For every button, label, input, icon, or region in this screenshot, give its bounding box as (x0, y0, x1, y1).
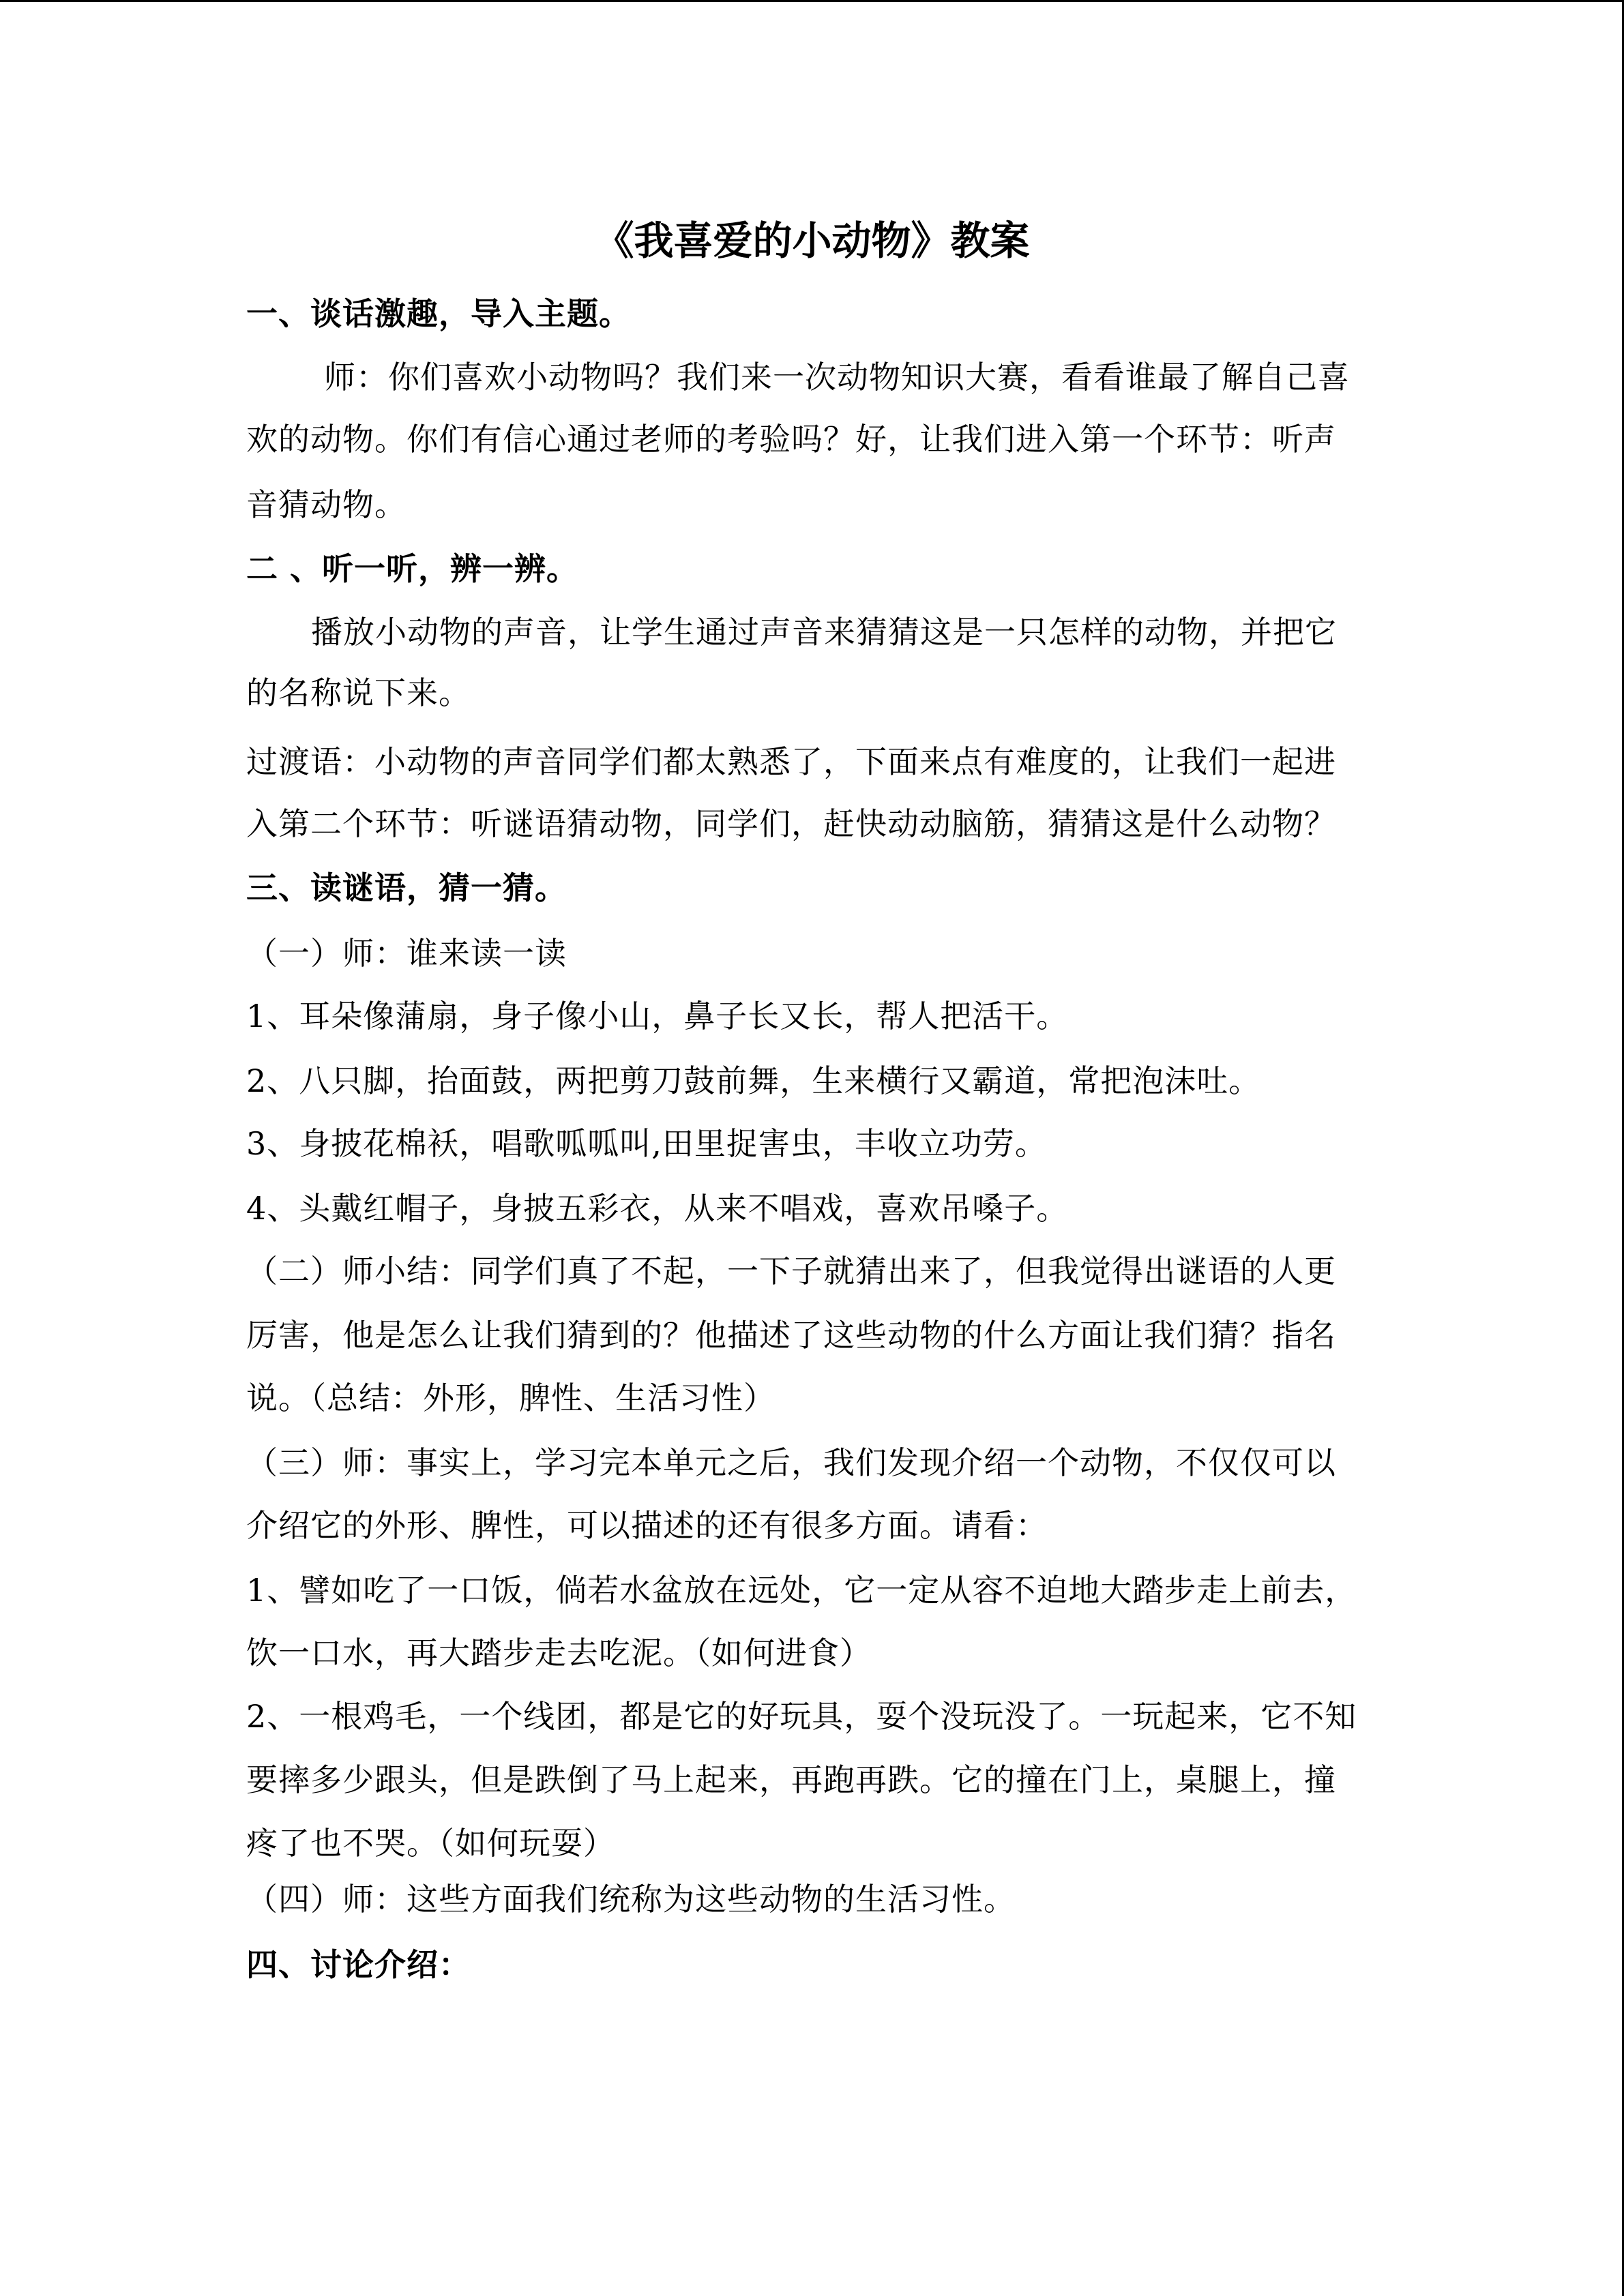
paragraph-line: 入第二个环节：听谜语猜动物，同学们，赶快动动脑筋，猜猜这是什么动物？ (246, 805, 1336, 842)
paragraph-line: 师：你们喜欢小动物吗？我们来一次动物知识大赛，看看谁最了解自己喜 (324, 359, 1350, 396)
paragraph-line: （四）师：这些方面我们统称为这些动物的生活习性。 (246, 1881, 1016, 1918)
paragraph-line: 说。（总结：外形，脾性、生活习性） (246, 1380, 776, 1416)
paragraph-line: 过渡语：小动物的声音同学们都太熟悉了，下面来点有难度的，让我们一起进 (246, 743, 1336, 780)
riddle-item: 1、耳朵像蒲扇，身子像小山，鼻子长又长，帮人把活干。 (246, 998, 1069, 1034)
section-heading-4: 四、讨论介绍： (246, 1946, 471, 1983)
page-border-top (0, 0, 1624, 2)
paragraph-line: 2、一根鸡毛，一个线团，都是它的好玩具，耍个没玩没了。一玩起来，它不知 (246, 1698, 1357, 1735)
paragraph-line: （二）师小结：同学们真了不起，一下子就猜出来了，但我觉得出谜语的人更 (246, 1253, 1336, 1289)
paragraph-line: 的名称说下来。 (246, 674, 471, 711)
section-heading-1: 一、谈话激趣，导入主题。 (246, 295, 631, 332)
paragraph-line: 1、譬如吃了一口饭，倘若水盆放在远处，它一定从容不迫地大踏步走上前去， (246, 1572, 1357, 1609)
paragraph-line: 欢的动物。你们有信心通过老师的考验吗？好，让我们进入第一个环节：听声 (246, 421, 1336, 458)
paragraph-line: 播放小动物的声音，让学生通过声音来猜猜这是一只怎样的动物，并把它 (311, 614, 1337, 651)
paragraph-line: 疼了也不哭。（如何玩耍） (246, 1825, 615, 1862)
paragraph-line: 介绍它的外形、脾性，可以描述的还有很多方面。请看： (246, 1507, 1048, 1544)
paragraph-line: 饮一口水，再大踏步走去吃泥。（如何进食） (246, 1635, 872, 1671)
riddle-item: 3、身披花棉袄，唱歌呱呱叫,田里捉害虫，丰收立功劳。 (246, 1125, 1047, 1162)
section-heading-3: 三、读谜语，猜一猜。 (246, 869, 567, 906)
paragraph-line: 要摔多少跟头，但是跌倒了马上起来，再跑再跌。它的撞在门上，桌腿上，撞 (246, 1761, 1336, 1798)
riddle-item: 2、八只脚，抬面鼓，两把剪刀鼓前舞，生来横行又霸道，常把泡沫吐。 (246, 1062, 1261, 1099)
paragraph-line: 厉害，他是怎么让我们猜到的？他描述了这些动物的什么方面让我们猜？指名 (246, 1317, 1336, 1354)
section-heading-2: 二 、听一听，辨一辨。 (246, 550, 579, 587)
paragraph-line: （一）师：谁来读一读 (246, 935, 567, 972)
riddle-item: 4、头戴红帽子，身披五彩衣，从来不唱戏，喜欢吊嗓子。 (246, 1190, 1069, 1227)
paragraph-line: 音猜动物。 (246, 486, 407, 523)
paragraph-line: （三）师：事实上，学习完本单元之后，我们发现介绍一个动物，不仅仅可以 (246, 1444, 1336, 1481)
document-title: 《我喜爱的小动物》教案 (594, 218, 1030, 264)
